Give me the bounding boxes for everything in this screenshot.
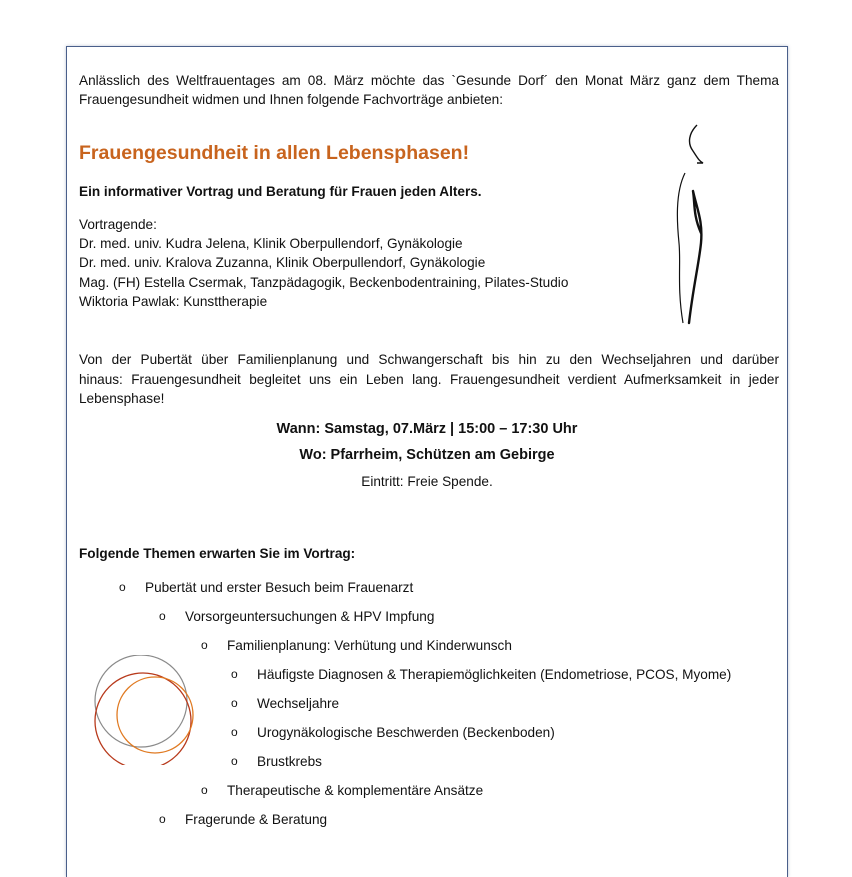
description-line-3: Lebensphase!: [79, 391, 165, 406]
intro-line-2: Frauengesundheit widmen und Ihnen folgende Fachvorträge anbieten:: [79, 92, 503, 107]
speaker-1: Dr. med. univ. Kudra Jelena, Klinik Oberpullendorf, Gynäkologie: [79, 236, 463, 251]
bullet-marker: o: [201, 783, 208, 797]
topics-heading: Folgende Themen erwarten Sie im Vortrag:: [79, 546, 356, 561]
bullet-marker: o: [119, 580, 126, 594]
bullet-marker: o: [201, 638, 208, 652]
document-page: [66, 46, 788, 877]
subtitle: Ein informativer Vortrag und Beratung für Frauen jeden Alters.: [79, 184, 482, 199]
bullet-marker: o: [231, 725, 238, 739]
bullet-marker: o: [159, 812, 166, 826]
topic-item: Fragerunde & Beratung: [185, 812, 328, 827]
female-silhouette-icon: [663, 123, 713, 333]
topic-item: Therapeutische & komplementäre Ansätze: [227, 783, 484, 798]
speaker-4: Wiktoria Pawlak: Kunsttherapie: [79, 294, 268, 309]
bullet-marker: o: [159, 609, 166, 623]
topic-item: Häufigste Diagnosen & Therapiemöglichkeiten (Endometriose, PCOS, Myome): [257, 667, 732, 682]
description-line-2: hinaus: Frauengesundheit begleitet uns ein Leben lang. Frauengesundheit verdient Aufmerksamkeit in jeder: [79, 372, 779, 387]
topic-item: Brustkrebs: [257, 754, 322, 769]
topic-item: Familienplanung: Verhütung und Kinderwunsch: [227, 638, 512, 653]
event-entry: Eintritt: Freie Spende.: [361, 474, 493, 489]
topic-item: Urogynäkologische Beschwerden (Beckenboden): [257, 725, 555, 740]
intro-line-1: Anlässlich des Weltfrauentages am 08. März möchte das `Gesunde Dorf´ den Monat März ganz dem Thema: [79, 73, 779, 88]
topic-item: Wechseljahre: [257, 696, 340, 711]
bullet-marker: o: [231, 754, 238, 768]
topic-item: Pubertät und erster Besuch beim Frauenarzt: [145, 580, 414, 595]
speaker-3: Mag. (FH) Estella Csermak, Tanzpädagogik, Beckenbodentraining, Pilates-Studio: [79, 275, 569, 290]
speakers-heading: Vortragende:: [79, 217, 157, 232]
topic-item: Vorsorgeuntersuchungen & HPV Impfung: [185, 609, 435, 624]
speaker-2: Dr. med. univ. Kralova Zuzanna, Klinik Oberpullendorf, Gynäkologie: [79, 255, 486, 270]
event-when: Wann: Samstag, 07.März | 15:00 – 17:30 Uhr: [276, 421, 578, 437]
event-where: Wo: Pfarrheim, Schützen am Gebirge: [299, 447, 555, 463]
bullet-marker: o: [231, 696, 238, 710]
overlapping-circles-icon: [89, 655, 199, 765]
page-title: Frauengesundheit in allen Lebensphasen!: [79, 142, 470, 164]
description-line-1: Von der Pubertät über Familienplanung und Schwangerschaft bis hin zu den Wechseljahren und darüber: [79, 352, 779, 367]
bullet-marker: o: [231, 667, 238, 681]
